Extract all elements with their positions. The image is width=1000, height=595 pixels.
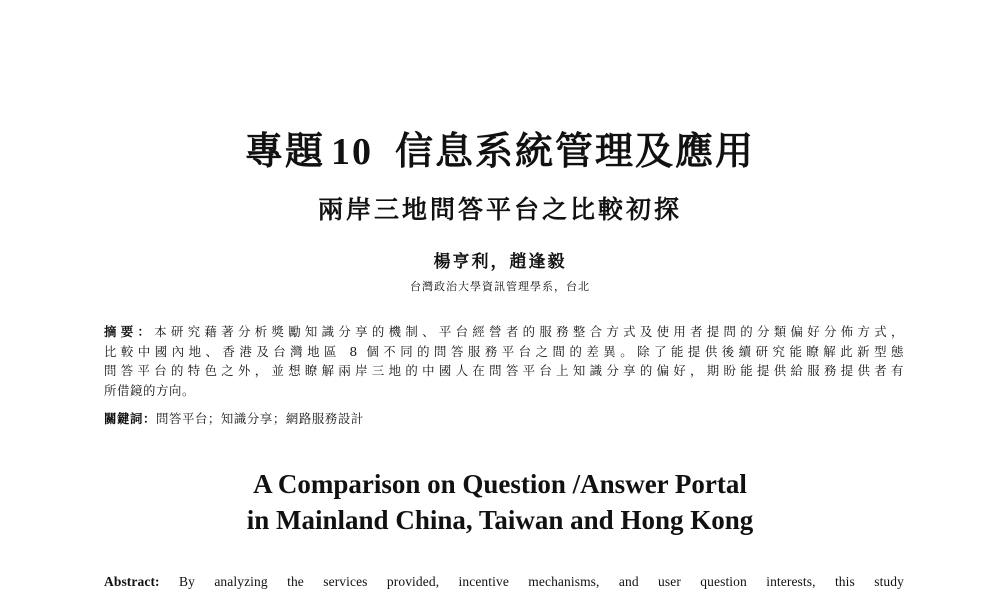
- abstract-cn-line-2: 比較中國內地、香港及台灣地區 8 個不同的問答服務平台之間的差異。除了能提供後續研究能瞭解此新型態: [104, 343, 904, 359]
- paper-title-cn: 兩岸三地問答平台之比較初探: [317, 195, 682, 224]
- paper-title-en-line-1: A Comparison on Question /Answer Portal: [253, 469, 747, 499]
- abstract-en-label: Abstract:: [104, 574, 160, 589]
- keywords-cn: [104, 409, 364, 427]
- paper-title-en: [0, 466, 1000, 538]
- abstract-cn-label: 摘要：: [104, 324, 155, 339]
- paper-title-en-line-2: in Mainland China, Taiwan and Hong Kong: [246, 505, 754, 535]
- abstract-cn-line-1: [104, 322, 904, 342]
- abstract-cn-line-3: 問答平台的特色之外，並想瞭解兩岸三地的中國人在問答平台上知識分享的偏好，期盼能提供給服務提供者有: [104, 363, 904, 378]
- keywords-label: 關鍵詞：: [104, 411, 156, 426]
- keywords-text: 問答平台；知識分享；網路服務設計: [155, 411, 364, 426]
- paper-authors: 楊亨利，趙逢毅: [433, 252, 567, 272]
- abstract-en-text: By analyzing the services provided, incentive mechanisms, and user question interests, this study: [179, 574, 904, 589]
- paper-affiliation: 台灣政治大學資訊管理學系，台北: [410, 280, 590, 293]
- abstract-cn-line-4: 所借鏡的方向。: [104, 382, 195, 398]
- abstract-cn-text-1: 本研究藉著分析獎勵知識分享的機制、平台經營者的服務整合方式及使用者提問的分類偏好分佈方式，: [154, 324, 904, 339]
- section-heading-topic: 信息系統管理及應用: [395, 128, 756, 173]
- abstract-en: [104, 574, 904, 590]
- section-heading-number: 10: [331, 131, 373, 173]
- abstract-cn: [104, 322, 904, 400]
- section-heading: [0, 120, 1000, 175]
- section-heading-prefix: 專題: [244, 128, 325, 173]
